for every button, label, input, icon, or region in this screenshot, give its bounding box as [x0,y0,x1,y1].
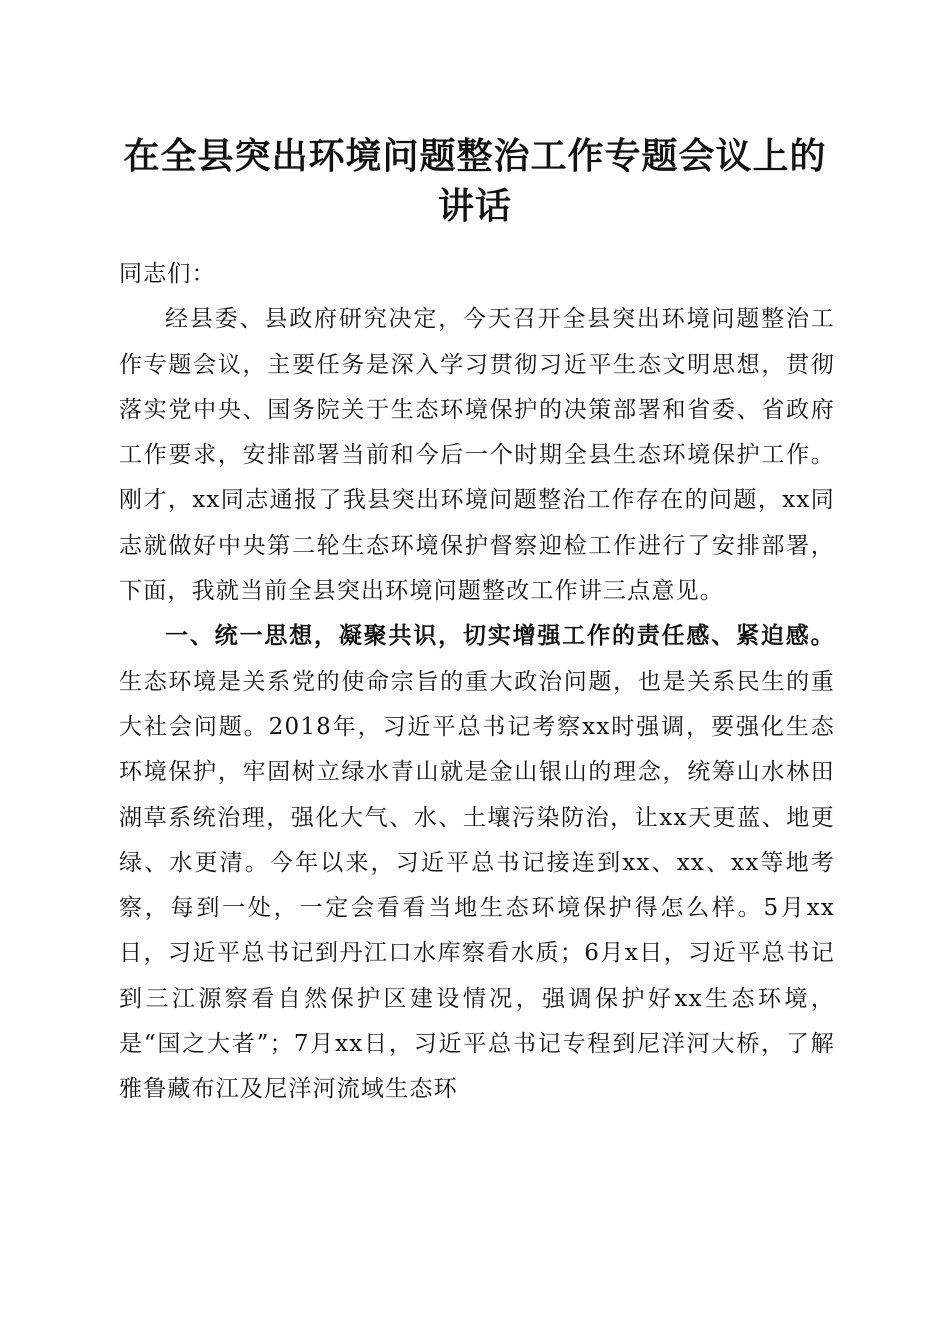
intro-paragraph: 经县委、县政府研究决定，今天召开全县突出环境问题整治工作专题会议，主要任务是深入学习贯彻习近平生态文明思想，贯彻落实党中央、国务院关于生态环境保护的决策部署和省委、省政府工作要求，安排部署当前和今后一个时期全县生态环境保护工作。刚才，xx同志通报了我县突出环境问题整治工作存在的问题，xx同志就做好中央第二轮生态环境保护督察迎检工作进行了安排部署，下面，我就当前全县突出环境问题整改工作讲三点意见。 [119,306,835,605]
document-body [119,252,835,1113]
section-1-paragraph [119,614,835,1112]
salutation: 同志们： [119,261,216,287]
section-1-heading: 一、统一思想，凝聚共识，切实增强工作的责任感、紧迫感。 [165,623,835,650]
document-title: 在全县突出环境问题整治工作专题会议上的讲话 [123,135,827,227]
section-1-text: 生态环境是关系党的使命宗旨的重大政治问题，也是关系民生的重大社会问题。2018年，习近平总书记考察xx时强调，要强化生态环境保护，牢固树立绿水青山就是金山银山的理念，统筹山水林田湖草系统治理，强化大气、水、土壤污染防治，让xx天更蓝、地更绿、水更清。今年以来，习近平总书记接连到xx、xx、xx等地考察，每到一处，一定会看看当地生态环境保护得怎么样。5月xx日，习近平总书记到丹江口水库察看水质；6月x日，习近平总书记到三江源察看自然保护区建设情况，强调保护好xx生态环境，是“国之大者”；7月xx日，习近平总书记专程到尼洋河大桥，了解雅鲁藏布江及尼洋河流域生态环 [119,668,835,1103]
